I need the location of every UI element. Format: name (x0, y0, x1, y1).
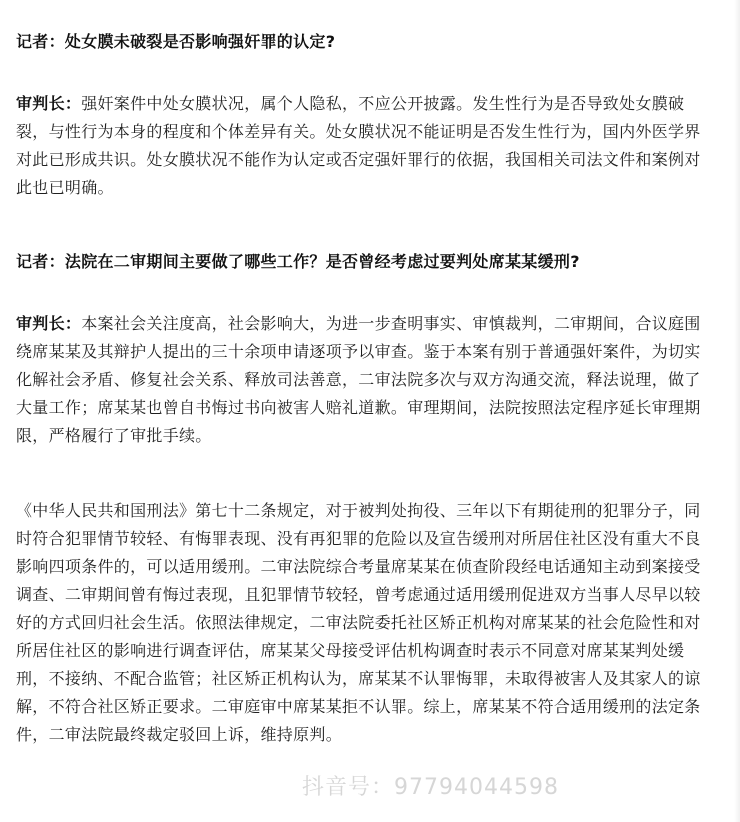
answer-text: 强奸案件中处女膜状况，属个人隐私，不应公开披露。发生性行为是否导致处女膜破裂，与性行为本身的程度和个体差异有关。处女膜状况不能证明是否发生性行为，国内外医学界对此已形成共识。处女膜状况不能作为认定或否定强奸罪行的依据，我国相关司法文件和案例对此也已明确。 (16, 94, 701, 197)
page-edge (734, 0, 740, 822)
answer-2 (16, 310, 710, 450)
question-1: 记者：处女膜未破裂是否影响强奸罪的认定? (16, 32, 336, 51)
answer-1 (16, 90, 710, 202)
speaker-label: 审判长： (16, 94, 82, 113)
speaker-label: 审判长： (16, 314, 82, 333)
question-2: 记者：法院在二审期间主要做了哪些工作？是否曾经考虑过要判处席某某缓刑? (16, 252, 580, 271)
answer-text: 本案社会关注度高，社会影响大，为进一步查明事实、审慎裁判，二审期间，合议庭围绕席某某及其辩护人提出的三十余项申请逐项予以审查。鉴于本案有别于普通强奸案件，为切实化解社会矛盾、修复社会关系、释放司法善意，二审法院多次与双方沟通交流，释法说理，做了大量工作；席某某也曾自书悔过书向被害人赔礼道歉。审理期间，法院按照法定程序延长审理期限，严格履行了审批手续。 (16, 314, 701, 445)
closing-paragraph: 《中华人民共和国刑法》第七十二条规定，对于被判处拘役、三年以下有期徒刑的犯罪分子，同时符合犯罪情节较轻、有悔罪表现、没有再犯罪的危险以及宣告缓刑对所居住社区没有重大不良影响四项条件的，可以适用缓刑。二审法院综合考量席某某在侦查阶段经电话通知主动到案接受调查、二审期间曾有悔过表现，且犯罪情节较轻，曾考虑通过适用缓刑促进双方当事人尽早以较好的方式回归社会生活。依照法律规定，二审法院委托社区矫正机构对席某某的社会危险性和对所居住社区的影响进行调查评估，席某某父母接受评估机构调查时表示不同意对席某某判处缓刑，不接纳、不配合监管；社区矫正机构认为，席某某不认罪悔罪，未取得被害人及其家人的谅解，不符合社区矫正要求。二审庭审中席某某拒不认罪。综上，席某某不符合适用缓刑的法定条件，二审法院最终裁定驳回上诉，维持原判。 (16, 501, 701, 744)
watermark: 抖音号：97794044598 (302, 775, 559, 800)
